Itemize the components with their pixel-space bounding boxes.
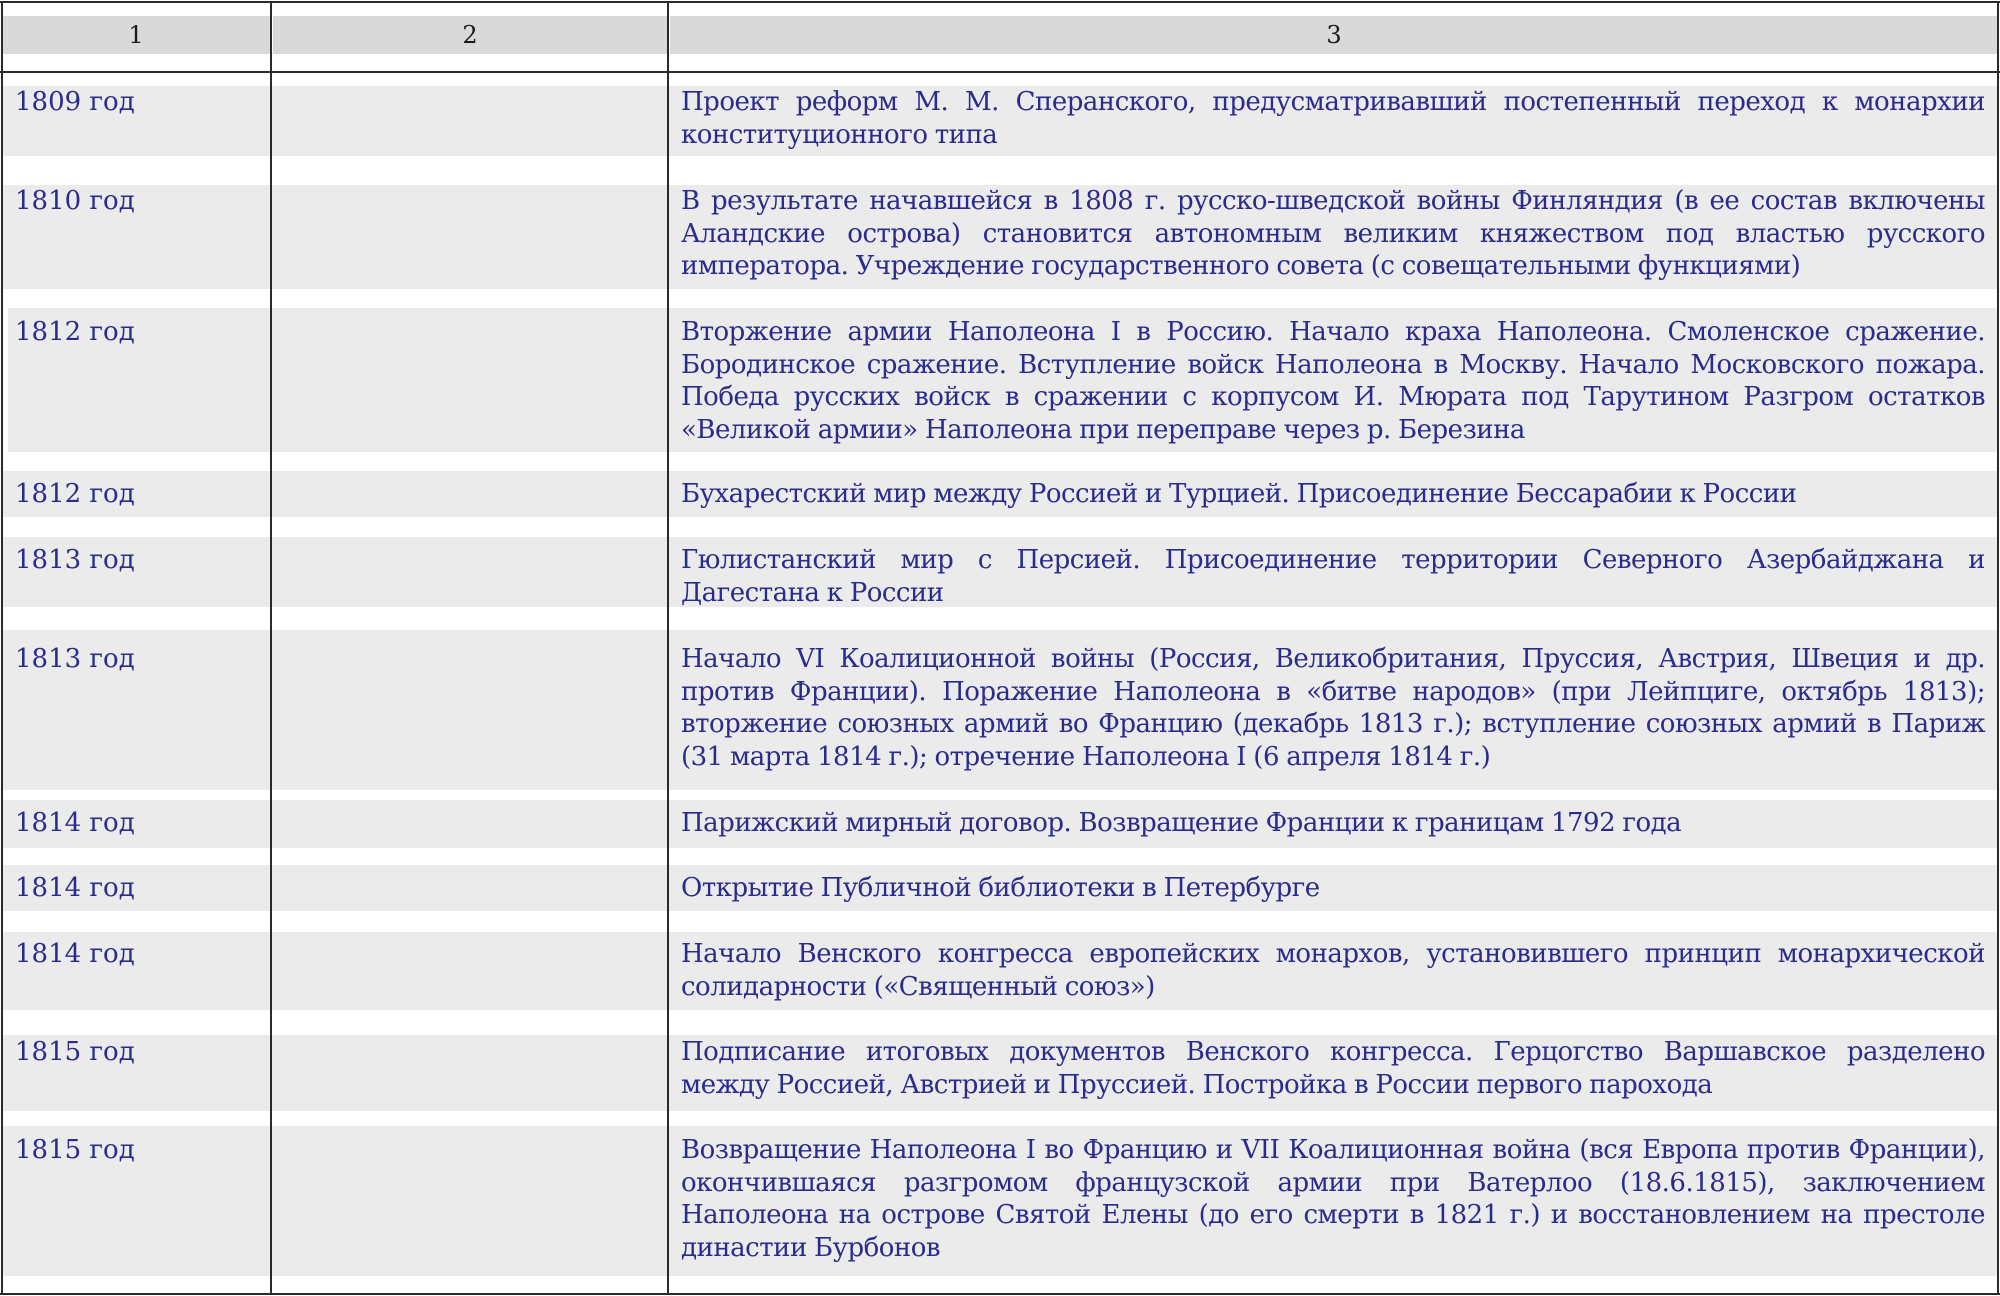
row-description: Гюлистанский мир с Персией. Присоединение территории Северного Азербайджана и Дагестана к России — [681, 545, 1985, 608]
row-description: Вторжение армии Наполеона I в Россию. Начало краха Наполеона. Смоленское сражение. Бородинское сражение. Вступление войск Наполеона в Москву. Начало Московского пожара. Победа русских войск в сражении с корпусом И. Мюрата под Тарутином Разгром остатков «Великой армии» Наполеона при переправе через р. Березина — [681, 317, 1985, 445]
row-date: 1810 год — [15, 186, 135, 216]
row-description: В результате начавшейся в 1808 г. русско-шведской войны Финляндия (в ее состав включены Аландские острова) становится автономным великим княжеством под властью русского императора. Учреждение государственного совета (с совещательными функциями) — [681, 186, 1985, 281]
row-date: 1813 год — [15, 644, 135, 674]
header-label-3: 3 — [1326, 21, 1342, 49]
row-description: Подписание итоговых документов Венского конгресса. Герцогство Варшавское разделено между Россией, Австрией и Пруссией. Постройка в России первого парохода — [681, 1037, 1985, 1100]
row-date: 1812 год — [15, 317, 135, 347]
table-bottom-border — [0, 1293, 2000, 1295]
row-date: 1814 год — [15, 808, 135, 838]
table-left-border — [1, 2, 3, 1294]
table-top-border — [0, 1, 2000, 3]
row-date: 1809 год — [15, 87, 135, 117]
row-date: 1814 год — [15, 873, 135, 903]
table-right-border — [1997, 2, 1999, 1294]
row-description: Парижский мирный договор. Возвращение Франции к границам 1792 года — [681, 808, 1682, 838]
row-description: Начало VI Коалиционной войны (Россия, Великобритания, Пруссия, Австрия, Швеция и др. против Франции). Поражение Наполеона в «битве народов» (при Лейпциге, октябрь 1813); вторжение союзных армий во Францию (декабрь 1813 г.); вступление союзных армий в Париж (31 марта 1814 г.); отречение Наполеона I (6 апреля 1814 г.) — [681, 644, 1985, 772]
row-date: 1813 год — [15, 545, 135, 575]
row-date: 1815 год — [15, 1037, 135, 1067]
column-divider-1 — [270, 2, 272, 1294]
row-description: Бухарестский мир между Россией и Турцией. Присоединение Бессарабии к России — [681, 479, 1797, 509]
row-description: Начало Венского конгресса европейских монархов, установившего принцип монархической солидарности («Священный союз») — [681, 939, 1985, 1002]
header-bottom-border — [0, 71, 2000, 73]
column-divider-2 — [667, 2, 669, 1294]
header-label-1: 1 — [128, 21, 144, 49]
row-date: 1814 год — [15, 939, 135, 969]
row-description: Проект реформ М. М. Сперанского, предусматривавший постепенный переход к монархии конституционного типа — [681, 87, 1985, 150]
row-description: Возвращение Наполеона I во Францию и VII Коалиционная война (вся Европа против Франции), окончившаяся разгромом французской армии при Ватерлоо (18.6.1815), заключением Наполеона на острове Святой Елены (до его смерти в 1821 г.) и восстановлением на престоле династии Бурбонов — [681, 1135, 1985, 1263]
row-date: 1815 год — [15, 1135, 135, 1165]
row-description: Открытие Публичной библиотеки в Петербурге — [681, 873, 1320, 903]
row-date: 1812 год — [15, 479, 135, 509]
header-label-2: 2 — [462, 21, 478, 49]
